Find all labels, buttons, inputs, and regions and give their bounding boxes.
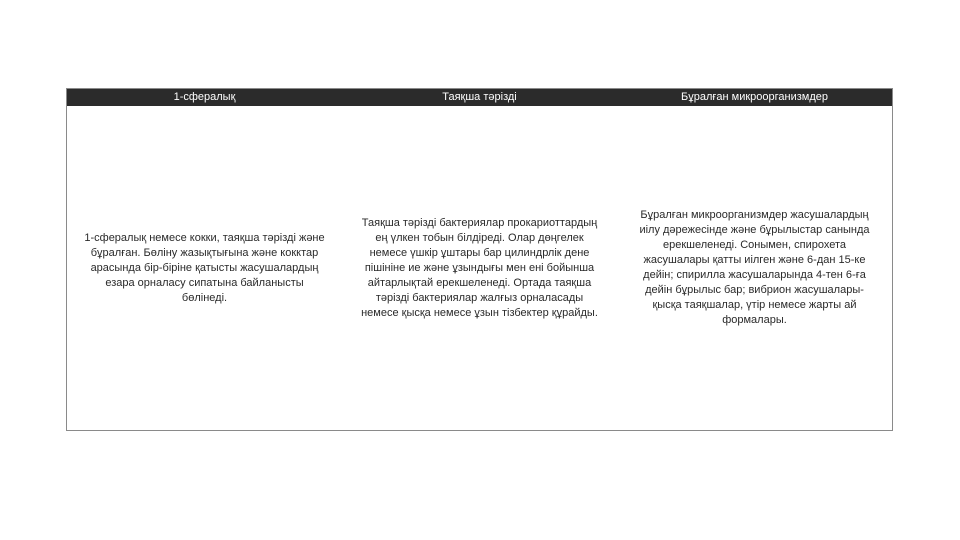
cell-rod-shaped-text: Таяқша тәрізді бактериялар прокариоттардың ең үлкен тобын білдіреді. Олар дөңгелек немесе үшкір ұштары бар цилиндрлік дене пішініне ие және ұзындығы мен ені бойынша айтарлықтай ерекшеленеді. Ортада таяқша тәрізді бактериялар жалғыз орналасады немесе қысқа немесе ұзын тізбектер құрайды. [361, 216, 598, 319]
header-spiral: Бұралған микроорганизмдер [681, 91, 828, 103]
cell-rod-shaped [342, 106, 617, 430]
header-spherical: 1-сфералық [173, 91, 236, 103]
table-header-row [67, 89, 892, 106]
cell-spherical [67, 106, 342, 430]
table-row [67, 106, 892, 430]
classification-table [66, 88, 893, 431]
header-rod-shaped: Таяқша тәрізді [442, 91, 517, 103]
cell-spherical-text: 1-сфералық немесе кокки, таяқша тәрізді және бұралған. Бөліну жазықтығына және кокктар арасында бір-біріне қатысты жасушалардың езара орналасу сипатына байланысты бөлінеді. [84, 231, 325, 304]
cell-spiral [617, 106, 892, 430]
cell-spiral-text: Бұралған микроорганизмдер жасушалардың иілу дәрежесінде және бұрылыстар санында ерекшеленеді. Сонымен, спирохета жасушалары қатты иілген және 6-дан 15-ке дейін; спирилла жасушаларында 4-тен 6-ға дейін бұрылыс бар; вибрион жасушалары-қысқа таяқшалар, үтір немесе жарты ай формалары. [639, 209, 870, 326]
